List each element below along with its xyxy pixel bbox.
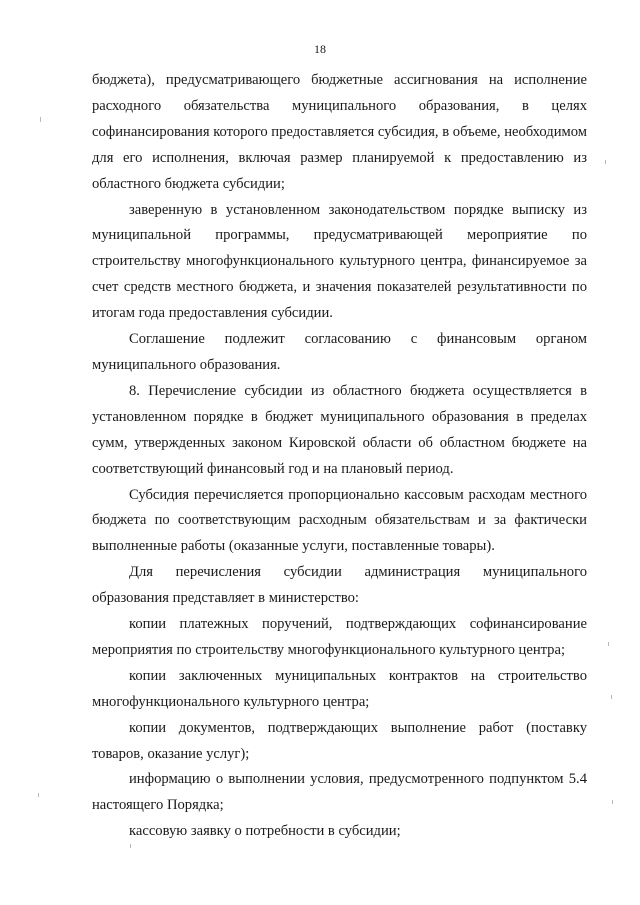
list-item-payment-orders: копии платежных поручений, подтверждающих софинансирование мероприятия по строительству многофункционального культурного центра; [92,616,587,658]
paragraph-subsidy-transfer: 8. Перечисление субсидии из областного бюджета осуществляется в установленном порядке в бюджет муниципального образования в пределах сумм, утвержденных законом Кировской области об областном бюджете на соответствующий финансовый год и на плановый период. [92,382,587,477]
page-number: 18 [314,42,326,56]
list-item-municipal-contracts: копии заключенных муниципальных контрактов на строительство многофункционального культурного центра; [92,667,587,710]
paragraph-budget-continuation: бюджета), предусматривающего бюджетные ассигнования на исполнение расходного обязательства муниципального образования, в целях софинансирования которого предоставляется субсидия, в объеме, необходимом для его исполнения, включая размер планируемой к предоставлению из областного бюджета субсидии; [92,72,587,192]
scan-artifact [608,642,609,646]
scan-artifact [40,117,41,122]
scan-artifact [611,695,612,699]
paragraph-proportional-transfer: Субсидия перечисляется пропорционально кассовым расходам местного бюджета по соответствующим расходным обязательствам и за фактически выполненные работы (оказанные услуги, поставленные товары). [92,486,587,555]
scan-artifact [38,793,39,797]
document-body [92,68,587,845]
list-item-cash-request: кассовую заявку о потребности в субсидии; [129,823,401,840]
paragraph-agreement-approval: Соглашение подлежит согласованию с финансовым органом муниципального образования. [92,331,587,373]
list-item-condition-info: информацию о выполнении условия, предусмотренного подпунктом 5.4 настоящего Порядка; [92,771,587,814]
scan-artifact [612,800,613,804]
paragraph-documents-intro: Для перечисления субсидии администрация муниципального образования представляет в министерство: [92,564,587,607]
paragraph-program-extract: заверенную в установленном законодательством порядке выписку из муниципальной программы, предусматривающей мероприятие по строительству многофункционального культурного центра, финансируемое за счет средств местного бюджета, и значения показателей результативности по итогам года предоставления субсидии. [92,201,587,322]
list-item-work-documents: копии документов, подтверждающих выполнение работ (поставку товаров, оказание услуг); [92,719,587,762]
scan-artifact [605,160,606,164]
scan-artifact [130,844,131,848]
